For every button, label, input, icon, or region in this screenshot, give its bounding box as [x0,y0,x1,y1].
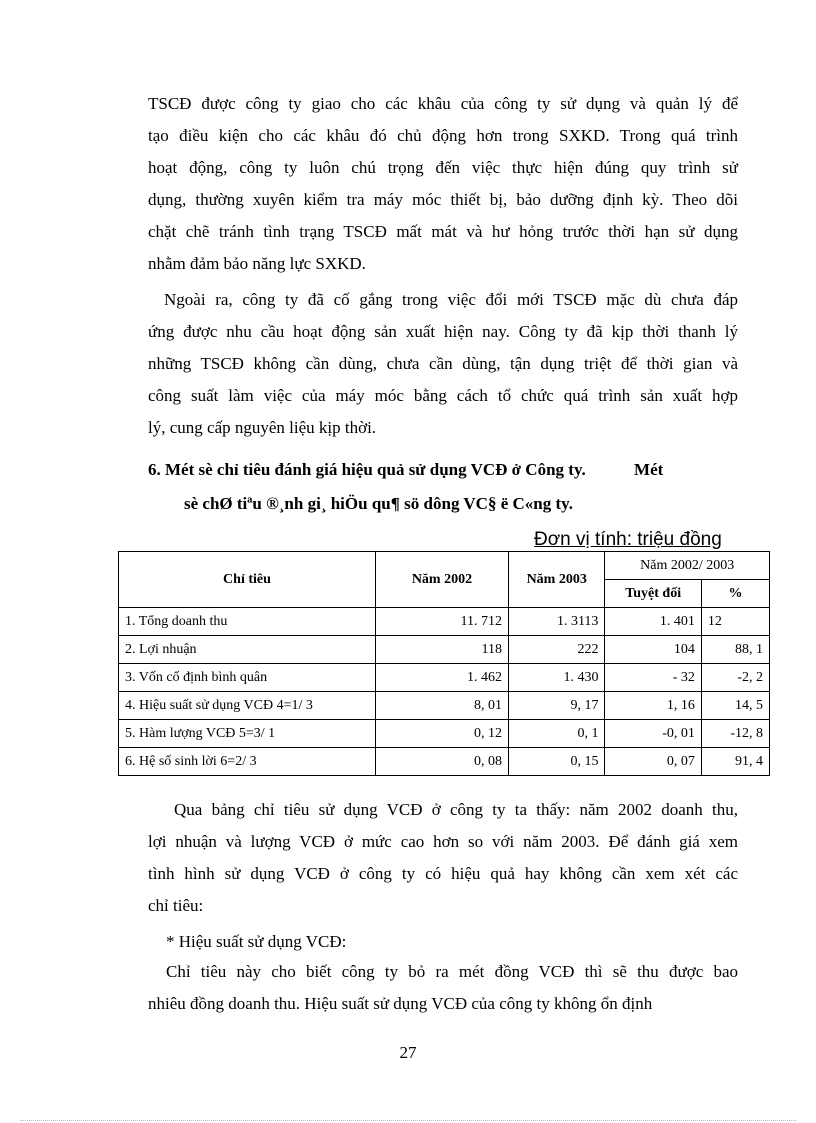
cell-absolute: - 32 [605,664,701,692]
paragraph-line: những TSCĐ không cần dùng, chưa cần dùng, tận dụng triệt để thời gian và [148,354,738,373]
indicator-table [118,551,770,776]
row-label: 2. Lợi nhuận [119,636,376,664]
unit-label: Đơn vị tính: triệu đồng [534,529,722,550]
cell-2002: 0, 12 [375,720,508,748]
cell-2002: 8, 01 [375,692,508,720]
paragraph-3 [148,794,738,922]
paragraph-line: công suất làm việc của máy móc bằng cách tổ chức quá trình sản xuất hợp [148,386,738,405]
cell-percent: 14, 5 [701,692,769,720]
cell-2003: 222 [508,636,604,664]
header-percent: % [701,580,769,608]
header-indicator: Chỉ tiêu [119,552,376,608]
paragraph-line: lợi nhuận và lượng VCĐ ở mức cao hơn so với năm 2003. Để đánh giá xem [148,832,738,851]
paragraph-line: lý, cung cấp nguyên liệu kịp thời. [148,418,377,437]
section-heading-suffix: Mét [634,460,664,479]
cell-absolute: 1. 401 [605,608,701,636]
header-year-2003: Năm 2003 [508,552,604,608]
cell-2002: 11. 712 [375,608,508,636]
section-heading [148,460,663,480]
cell-percent: -12, 8 [701,720,769,748]
table-row [119,636,770,664]
header-year-2002: Năm 2002 [375,552,508,608]
page-number: 27 [399,1043,417,1062]
paragraph-line: Chỉ tiêu này cho biết công ty bỏ ra mét đồng VCĐ thì sẽ thu được bao [166,962,738,981]
cell-2002: 1. 462 [375,664,508,692]
section-heading-garbled: sè chØ tiªu ®¸nh gi¸ hiÖu qu¶ sö dông VC§ ë C«ng ty. [184,494,573,513]
cell-2002: 0, 08 [375,748,508,776]
cell-absolute: 0, 07 [605,748,701,776]
paragraph-1 [148,88,738,280]
bullet-text: * Hiệu suất sử dụng VCĐ: [166,932,347,951]
paragraph-line: dụng, thường xuyên kiểm tra máy móc thiết bị, bảo dưỡng định kỳ. Theo dõi [148,190,738,209]
table-row [119,692,770,720]
paragraph-line: TSCĐ được công ty giao cho các khâu của công ty sử dụng và quản lý để [148,94,738,113]
cell-2003: 1. 3113 [508,608,604,636]
paragraph-line: chặt chẽ tránh tình trạng TSCĐ mất mát và hư hỏng trước thời hạn sử dụng [148,222,738,241]
cell-percent: 88, 1 [701,636,769,664]
cell-absolute: -0, 01 [605,720,701,748]
paragraph-line: tình hình sử dụng VCĐ ở công ty có hiệu quả hay không cần xem xét các [148,864,738,883]
paragraph-line: nhiêu đồng doanh thu. Hiệu suất sử dụng VCĐ của công ty không ổn định [148,994,653,1013]
cell-2002: 118 [375,636,508,664]
paragraph-line: hoạt động, công ty luôn chú trọng đến việc thực hiện đúng quy trình sử [148,158,738,177]
cell-percent: -2, 2 [701,664,769,692]
paragraph-line: ứng được nhu cầu hoạt động sản xuất hiện nay. Công ty đã kịp thời thanh lý [148,322,738,341]
row-label: 4. Hiệu suất sử dụng VCĐ 4=1/ 3 [119,692,376,720]
page-bottom-divider [20,1120,796,1121]
cell-absolute: 1, 16 [605,692,701,720]
bullet-heading [166,926,566,958]
section-heading-title: 6. Mét sè chỉ tiêu đánh giá hiệu quả sử dụng VCĐ ở Công ty. [148,460,586,479]
header-comparison-group: Năm 2002/ 2003 [605,552,770,580]
row-label: 6. Hệ số sinh lời 6=2/ 3 [119,748,376,776]
paragraph-line: Ngoài ra, công ty đã cố gắng trong việc đổi mới TSCĐ mặc dù chưa đáp [164,290,738,309]
paragraph-line: tạo điều kiện cho các khâu đó chủ động hơn trong SXKD. Trong quá trình [148,126,738,145]
cell-2003: 1. 430 [508,664,604,692]
paragraph-2 [148,284,738,444]
row-label: 1. Tổng doanh thu [119,608,376,636]
table-row [119,720,770,748]
cell-2003: 0, 15 [508,748,604,776]
paragraph-line: nhằm đảm bảo năng lực SXKD. [148,254,366,273]
cell-2003: 0, 1 [508,720,604,748]
row-label: 3. Vốn cố định bình quân [119,664,376,692]
paragraph-line: Qua bảng chỉ tiêu sử dụng VCĐ ở công ty ta thấy: năm 2002 doanh thu, [174,800,738,819]
table-row [119,664,770,692]
header-absolute: Tuyệt đối [605,580,701,608]
cell-2003: 9, 17 [508,692,604,720]
row-label: 5. Hàm lượng VCĐ 5=3/ 1 [119,720,376,748]
cell-percent: 91, 4 [701,748,769,776]
cell-percent: 12 [701,608,769,636]
paragraph-4 [148,956,738,1020]
table-row [119,748,770,776]
table-row [119,608,770,636]
cell-absolute: 104 [605,636,701,664]
paragraph-line: chỉ tiêu: [148,896,204,915]
